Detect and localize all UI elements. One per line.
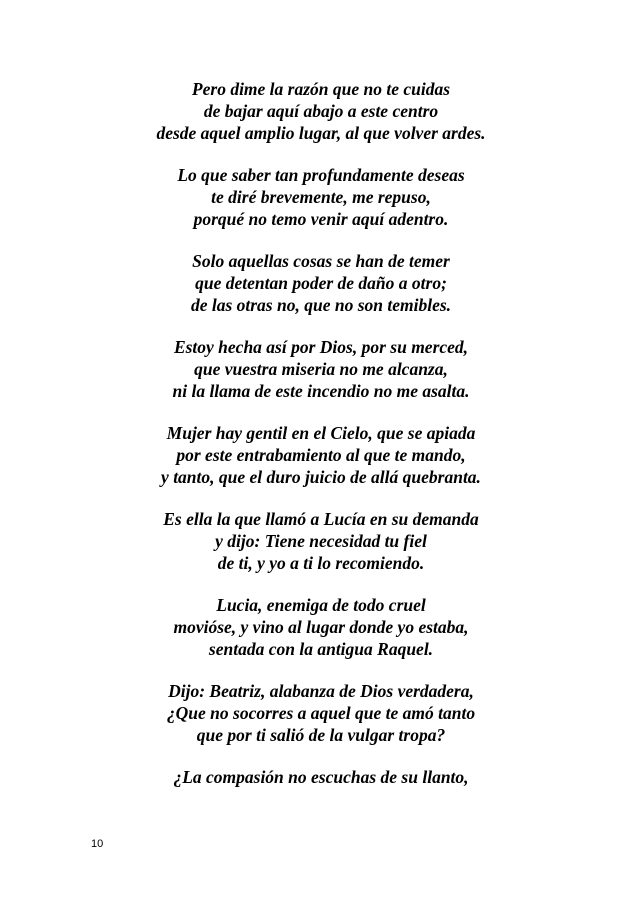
verse-line: de ti, y yo a ti lo recomiendo. — [217, 553, 425, 573]
stanza — [4, 422, 638, 488]
verse-line: que vuestra miseria no me alcanza, — [194, 359, 448, 379]
stanza — [4, 508, 638, 574]
stanza — [4, 336, 638, 402]
verse-line: Estoy hecha así por Dios, por su merced, — [173, 337, 469, 357]
verse-line: Lo que saber tan profundamente deseas — [177, 165, 465, 185]
verse-line: ni la llama de este incendio no me asalta. — [172, 381, 470, 401]
verse-line: que detentan poder de daño a otro; — [195, 273, 447, 293]
verse-line: movióse, y vino al lugar donde yo estaba, — [173, 617, 469, 637]
verse-line: ¿La compasión no escuchas de su llanto, — [173, 767, 469, 787]
verse-line: Lucia, enemiga de todo cruel — [216, 595, 426, 615]
stanza — [4, 594, 638, 660]
stanza — [4, 766, 638, 788]
verse-line: Mujer hay gentil en el Cielo, que se apiada — [166, 423, 476, 443]
verse-line: y tanto, que el duro juicio de allá quebranta. — [161, 467, 481, 487]
verse-line: y dijo: Tiene necesidad tu fiel — [215, 531, 427, 551]
verse-line: de bajar aquí abajo a este centro — [203, 101, 439, 121]
verse-line: porqué no temo venir aquí adentro. — [193, 209, 449, 229]
verse-line: Solo aquellas cosas se han de temer — [192, 251, 450, 271]
verse-line: ¿Que no socorres a aquel que te amó tanto — [166, 703, 476, 723]
stanza — [4, 250, 638, 316]
verse-line: Es ella la que llamó a Lucía en su demanda — [163, 509, 479, 529]
verse-line: Dijo: Beatriz, alabanza de Dios verdadera, — [168, 681, 474, 701]
verse-line: Pero dime la razón que no te cuidas — [191, 79, 451, 99]
verse-line: desde aquel amplio lugar, al que volver ardes. — [156, 123, 486, 143]
poem-body — [0, 78, 638, 808]
stanza — [4, 78, 638, 144]
stanza — [4, 680, 638, 746]
verse-line: sentada con la antigua Raquel. — [208, 639, 434, 659]
verse-line: de las otras no, que no son temibles. — [190, 295, 452, 315]
verse-line: por este entrabamiento al que te mando, — [176, 445, 466, 465]
verse-line: que por ti salió de la vulgar tropa? — [196, 725, 446, 745]
page-number: 10 — [91, 838, 104, 850]
stanza — [4, 164, 638, 230]
verse-line: te diré brevemente, me repuso, — [211, 187, 431, 207]
